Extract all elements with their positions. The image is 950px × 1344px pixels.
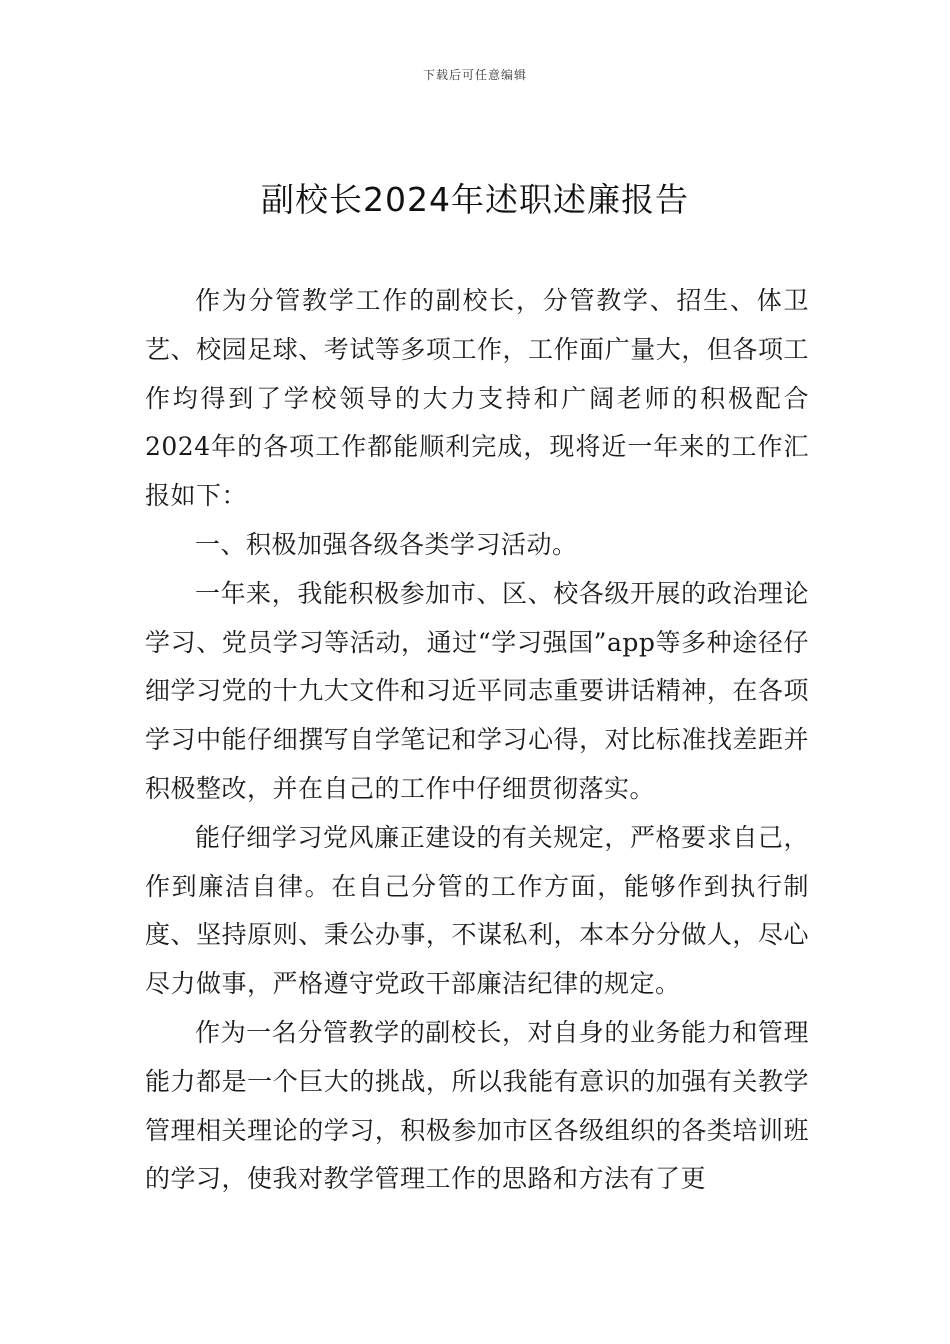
header-note: 下载后可任意编辑 <box>422 68 527 82</box>
document-title: 副校长2024年述职述廉报告 <box>261 180 689 219</box>
document-body <box>145 277 809 1204</box>
paragraph-study: 一年来，我能积极参加市、区、校各级开展的政治理论学习、党员学习等活动，通过“学习强国”app等多种途径仔细学习党的十九大文件和习近平同志重要讲话精神，在各项学习中能仔细撰写自学笔记和学习心得，对比标准找差距并积极整改，并在自己的工作中仔细贯彻落实。 <box>145 578 809 803</box>
paragraph-integrity: 能仔细学习党风廉正建设的有关规定，严格要求自己，作到廉洁自律。在自己分管的工作方面，能够作到执行制度、坚持原则、秉公办事，不谋私利，本本分分做人，尽心尽力做事，严格遵守党政干部廉洁纪律的规定。 <box>145 822 809 999</box>
paragraph-management: 作为一名分管教学的副校长，对自身的业务能力和管理能力都是一个巨大的挑战，所以我能有意识的加强有关教学管理相关理论的学习，积极参加市区各级组织的各类培训班的学习，使我对教学管理工作的思路和方法有了更 <box>145 1017 809 1194</box>
paragraph-intro: 作为分管教学工作的副校长，分管教学、招生、体卫艺、校园足球、考试等多项工作，工作面广量大，但各项工作均得到了学校领导的大力支持和广阔老师的积极配合2024年的各项工作都能顺利完成，现将近一年来的工作汇报如下： <box>145 286 809 511</box>
section-heading-1: 一、积极加强各级各类学习活动。 <box>195 529 578 559</box>
